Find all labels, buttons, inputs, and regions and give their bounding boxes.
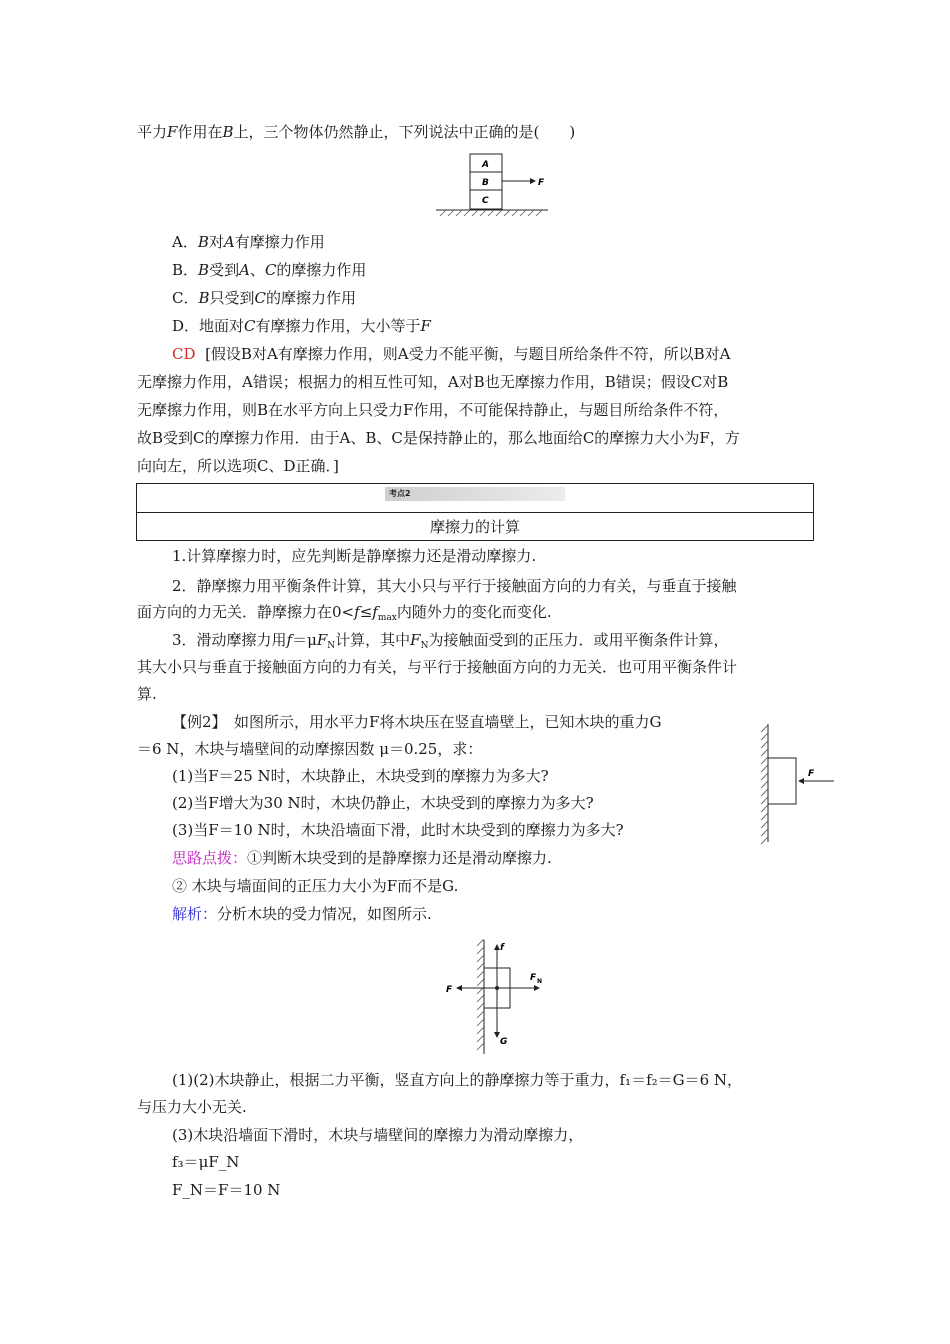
point-1: 1.计算摩擦力时，应先判断是静摩擦力还是滑动摩擦力.	[172, 547, 537, 565]
solution-line-1: (1)(2)木块静止，根据二力平衡，竖直方向上的静摩擦力等于重力，f₁＝f₂＝G＝6 N，	[172, 1071, 743, 1089]
point-2-line-2: 面方向的力无关．静摩擦力在$0<f\le f_{max}$内随外力的变化而变化.	[137, 603, 552, 623]
question-intro: 平力F作用在B上，三个物体仍然静止，下列说法中正确的是( )	[137, 123, 576, 141]
example-line-1: 【例2】 如图所示，用水平力F将木块压在竖直墙壁上，已知木块的重力G	[172, 713, 662, 731]
applied-force-label: F	[446, 985, 453, 995]
block-a-label: A	[482, 160, 489, 170]
example-question-1: (1)当F＝25 N时，木块静止，木块受到的摩擦力为多大?	[172, 767, 549, 785]
solution-line-4: f₃＝μF_N	[172, 1153, 240, 1171]
point-3-line-2: 其大小只与垂直于接触面方向的力有关，与平行于接触面方向的力无关．也可用平衡条件计	[137, 658, 738, 676]
answer-line-1: CD [假设B对A有摩擦力作用，则A受力不能平衡，与题目所给条件不符，所以B对A	[172, 345, 731, 363]
hint-line-1: 思路点拨：①判断木块受到的是静摩擦力还是滑动摩擦力.	[172, 849, 552, 867]
option-a: A．B对A有摩擦力作用	[172, 233, 325, 251]
friction-f-label: f	[500, 943, 504, 953]
example-question-3: (3)当F＝10 N时，木块沿墙面下滑，此时木块受到的摩擦力为多大?	[172, 821, 624, 839]
section-header-box	[136, 483, 814, 541]
force-f-label: F	[538, 178, 545, 188]
normal-force-subscript: N	[537, 978, 543, 985]
stacked-blocks-figure	[432, 152, 552, 218]
section-title: 摩擦力的计算	[429, 518, 520, 536]
solution-line-2: 与压力大小无关.	[137, 1098, 247, 1116]
option-b: B．B受到A、C的摩擦力作用	[172, 261, 367, 279]
answer-label: CD	[172, 345, 196, 363]
wall-block-figure	[758, 722, 838, 846]
normal-force-label: F	[530, 973, 537, 983]
answer-line-2: 无摩擦力作用，A错误；根据力的相互性可知，A对B也无摩擦力作用，B错误；假设C对B	[137, 373, 729, 391]
solution-line-5: F_N＝F＝10 N	[172, 1181, 281, 1199]
point-3-line-1: 3．滑动摩擦力用$f=\mu F_N$计算，其中$F_N$为接触面受到的正压力．或用平衡条件计算，	[172, 631, 729, 651]
answer-line-3: 无摩擦力作用，则B在水平方向上只受力F作用，不可能保持静止，与题目所给条件不符，	[137, 401, 729, 419]
gravity-g-label: G	[500, 1037, 508, 1047]
solution-intro: 解析：分析木块的受力情况，如图所示.	[172, 905, 432, 923]
option-c: C．B只受到C的摩擦力作用	[172, 289, 357, 307]
solution-label: 解析：	[172, 905, 218, 923]
wall-force-f-label: F	[808, 769, 815, 779]
section-tag: 考点2	[385, 487, 565, 501]
solution-line-3: (3)木块沿墙面下滑时，木块与墙壁间的摩擦力为滑动摩擦力，	[172, 1126, 584, 1144]
force-diagram	[442, 936, 552, 1058]
example-line-2: ＝6 N，木块与墙壁间的动摩擦因数 μ＝0.25，求：	[137, 740, 483, 758]
point-3-line-3: 算.	[137, 685, 157, 703]
hint-line-2: ② 木块与墙面间的正压力大小为F而不是G.	[172, 877, 459, 895]
answer-line-5: 向向左，所以选项C、D正确．]	[137, 457, 339, 475]
point-2-line-1: 2．静摩擦力用平衡条件计算，其大小只与平行于接触面方向的力有关，与垂直于接触	[172, 577, 737, 595]
hint-label: 思路点拨：	[172, 849, 248, 867]
option-d: D．地面对C有摩擦力作用，大小等于F	[172, 317, 431, 335]
answer-line-4: 故B受到C的摩擦力作用．由于A、B、C是保持静止的，那么地面给C的摩擦力大小为F，方	[137, 429, 740, 447]
example-question-2: (2)当F增大为30 N时，木块仍静止，木块受到的摩擦力为多大?	[172, 794, 594, 812]
block-c-label: C	[482, 196, 489, 206]
block-b-label: B	[482, 178, 489, 188]
